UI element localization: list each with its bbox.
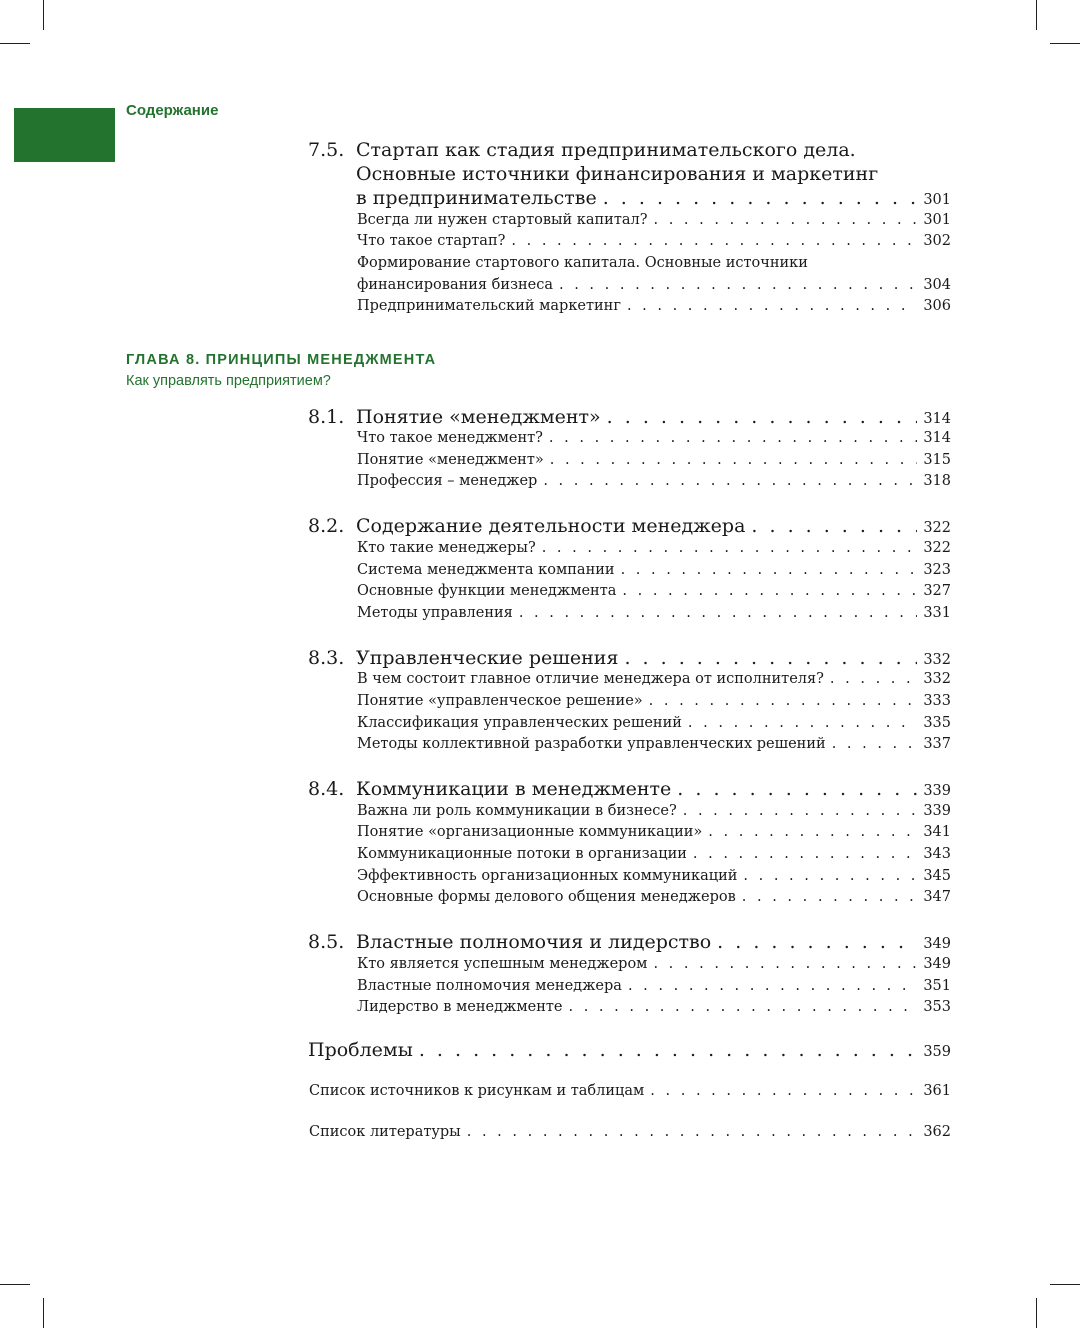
toc-page-number: 339	[923, 803, 951, 819]
toc-page-number: 347	[923, 889, 951, 905]
toc-entry[interactable]	[357, 889, 951, 905]
toc-section-7-5-title-line2[interactable]: Основные источники финансирования и маркетинг	[356, 163, 879, 185]
toc-entry-label: Что такое стартап?	[357, 233, 506, 249]
toc-page-number: 351	[923, 978, 951, 994]
dot-leader	[519, 605, 917, 621]
toc-entry-label: Всегда ли нужен стартовый капитал?	[357, 212, 648, 228]
toc-entry[interactable]	[357, 277, 951, 293]
toc-entry[interactable]	[357, 430, 951, 446]
toc-entry-label: Список источников к рисункам и таблицам	[309, 1083, 645, 1099]
toc-entry-label: Кто является успешным менеджером	[357, 956, 648, 972]
dot-leader	[683, 803, 917, 819]
dot-leader	[751, 515, 917, 537]
toc-section-title: Понятие «менеджмент»	[356, 406, 601, 428]
toc-section-8-1[interactable]	[308, 406, 951, 428]
toc-page-number: 349	[923, 956, 951, 972]
dot-leader	[603, 187, 917, 209]
toc-bibliography[interactable]	[309, 1124, 951, 1140]
toc-page-number: 318	[923, 473, 951, 489]
dot-leader	[653, 956, 917, 972]
running-head: Содержание	[126, 102, 219, 119]
chapter-subtitle: Как управлять предприятием?	[126, 373, 331, 389]
toc-page-number: 323	[923, 562, 951, 578]
toc-page-number: 349	[923, 936, 951, 952]
crop-mark	[43, 1298, 44, 1328]
toc-page-number: 302	[923, 233, 951, 249]
dot-leader	[654, 212, 918, 228]
toc-entry[interactable]	[357, 562, 951, 578]
toc-entry-label: Властные полномочия менеджера	[357, 978, 622, 994]
toc-section-number: 8.5.	[308, 931, 345, 953]
toc-entry[interactable]	[357, 956, 951, 972]
toc-page-number: 337	[923, 736, 951, 752]
toc-page-number: 315	[923, 452, 951, 468]
dot-leader	[542, 540, 917, 556]
toc-entry-label: Что такое менеджмент?	[357, 430, 543, 446]
toc-section-number: 8.4.	[308, 778, 345, 800]
dot-leader	[624, 647, 917, 669]
toc-entry[interactable]	[357, 846, 951, 862]
toc-entry-label[interactable]: Формирование стартового капитала. Основные источники	[357, 255, 808, 271]
toc-section-8-2[interactable]	[308, 515, 951, 537]
toc-entry-label: Понятие «организационные коммуникации»	[357, 824, 703, 840]
dot-leader	[743, 868, 917, 884]
crop-mark	[1036, 0, 1037, 30]
dot-leader	[607, 406, 917, 428]
toc-page-number: 341	[923, 824, 951, 840]
toc-entry[interactable]	[357, 452, 951, 468]
chapter-title: ГЛАВА 8. ПРИНЦИПЫ МЕНЕДЖМЕНТА	[126, 352, 437, 368]
toc-section-number: 8.3.	[308, 647, 345, 669]
dot-leader	[708, 824, 917, 840]
dot-leader	[688, 715, 917, 731]
dot-leader	[830, 671, 917, 687]
toc-page-number: 359	[923, 1044, 951, 1060]
toc-section-title: Управленческие решения	[356, 647, 619, 669]
toc-entry[interactable]	[357, 868, 951, 884]
toc-page-number: 331	[923, 605, 951, 621]
toc-page-number: 314	[923, 430, 951, 446]
toc-page-number: 335	[923, 715, 951, 731]
toc-entry[interactable]	[357, 999, 951, 1015]
toc-entry[interactable]	[357, 824, 951, 840]
toc-entry-label: финансирования бизнеса	[357, 277, 553, 293]
toc-page-number: 301	[923, 212, 951, 228]
toc-entry-label: Основные функции менеджмента	[357, 583, 617, 599]
toc-page-number: 322	[923, 540, 951, 556]
crop-mark	[43, 0, 44, 30]
toc-entry[interactable]	[357, 605, 951, 621]
crop-mark	[1036, 1298, 1037, 1328]
toc-page-number: 361	[923, 1083, 951, 1099]
dot-leader	[419, 1039, 917, 1061]
toc-entry-label: Понятие «управленческое решение»	[357, 693, 643, 709]
toc-page-number: 339	[923, 783, 951, 799]
toc-entry[interactable]	[357, 583, 951, 599]
crop-mark	[1050, 43, 1080, 44]
toc-figure-sources[interactable]	[309, 1083, 951, 1099]
toc-entry[interactable]	[357, 978, 951, 994]
dot-leader	[549, 430, 917, 446]
toc-entry-label: Кто такие менеджеры?	[357, 540, 536, 556]
toc-page-number: 327	[923, 583, 951, 599]
dot-leader	[832, 736, 917, 752]
dot-leader	[622, 583, 917, 599]
dot-leader	[568, 999, 917, 1015]
crop-mark	[0, 1284, 30, 1285]
dot-leader	[650, 1083, 917, 1099]
toc-entry[interactable]	[357, 671, 951, 687]
toc-page-number: 332	[923, 671, 951, 687]
toc-section-title: Властные полномочия и лидерство	[356, 931, 712, 953]
toc-section-8-3[interactable]	[308, 647, 951, 669]
toc-entry[interactable]	[357, 298, 951, 314]
toc-page-number: 306	[923, 298, 951, 314]
toc-section-number: 8.2.	[308, 515, 345, 537]
dot-leader	[511, 233, 917, 249]
toc-entry[interactable]	[357, 803, 951, 819]
toc-section-title: в предпринимательстве	[356, 187, 597, 209]
toc-page-number: 304	[923, 277, 951, 293]
dot-leader	[550, 452, 917, 468]
toc-entry-label: Важна ли роль коммуникации в бизнесе?	[357, 803, 677, 819]
toc-page-number: 314	[923, 411, 951, 427]
toc-section-title: Содержание деятельности менеджера	[356, 515, 746, 537]
toc-entry[interactable]	[357, 212, 951, 228]
toc-section-number: 8.1.	[308, 406, 345, 428]
toc-section-title: Проблемы	[308, 1039, 413, 1061]
dot-leader	[717, 931, 917, 953]
toc-entry-label: Понятие «менеджмент»	[357, 452, 544, 468]
toc-section-7-5-title-line1[interactable]: Стартап как стадия предпринимательского дела.	[356, 139, 856, 161]
toc-page-number: 343	[923, 846, 951, 862]
toc-entry[interactable]	[357, 473, 951, 489]
toc-entry[interactable]	[357, 540, 951, 556]
crop-mark	[1050, 1284, 1080, 1285]
dot-leader	[627, 298, 917, 314]
toc-entry-label: Основные формы делового общения менеджеров	[357, 889, 736, 905]
toc-entry-label: Лидерство в менеджменте	[357, 999, 563, 1015]
toc-section-title: Коммуникации в менеджменте	[356, 778, 672, 800]
toc-entry-label: Методы управления	[357, 605, 513, 621]
section-tab-marker	[14, 108, 115, 162]
toc-page-number: 362	[923, 1124, 951, 1140]
toc-problems[interactable]	[308, 1039, 951, 1061]
toc-section-8-4[interactable]	[308, 778, 951, 800]
toc-entry-label: В чем состоит главное отличие менеджера от исполнителя?	[357, 671, 824, 687]
toc-entry-label: Система менеджмента компании	[357, 562, 615, 578]
toc-section-7-5-number[interactable]: 7.5.	[308, 139, 345, 161]
dot-leader	[628, 978, 917, 994]
toc-entry-label: Коммуникационные потоки в организации	[357, 846, 687, 862]
toc-page-number: 332	[923, 652, 951, 668]
dot-leader	[467, 1124, 917, 1140]
dot-leader	[649, 693, 917, 709]
toc-entry-label: Классификация управленческих решений	[357, 715, 682, 731]
toc-page-number: 333	[923, 693, 951, 709]
toc-entry-label: Методы коллективной разработки управленческих решений	[357, 736, 826, 752]
toc-page-number: 322	[923, 520, 951, 536]
toc-page-number: 353	[923, 999, 951, 1015]
dot-leader	[742, 889, 917, 905]
toc-section-8-5[interactable]	[308, 931, 951, 953]
crop-mark	[0, 43, 30, 44]
toc-entry-label: Предпринимательский маркетинг	[357, 298, 621, 314]
toc-entry[interactable]	[357, 715, 951, 731]
dot-leader	[543, 473, 917, 489]
toc-page-number: 301	[923, 192, 951, 208]
toc-page-number: 345	[923, 868, 951, 884]
dot-leader	[693, 846, 917, 862]
toc-entry[interactable]	[357, 233, 951, 249]
dot-leader	[559, 277, 917, 293]
toc-entry-label: Эффективность организационных коммуникаций	[357, 868, 738, 884]
toc-entry[interactable]	[357, 693, 951, 709]
toc-entry-label: Список литературы	[309, 1124, 461, 1140]
dot-leader	[621, 562, 917, 578]
toc-section-7-5[interactable]	[356, 187, 951, 209]
toc-entry[interactable]	[357, 736, 951, 752]
toc-entry-label: Профессия – менеджер	[357, 473, 538, 489]
dot-leader	[677, 778, 917, 800]
